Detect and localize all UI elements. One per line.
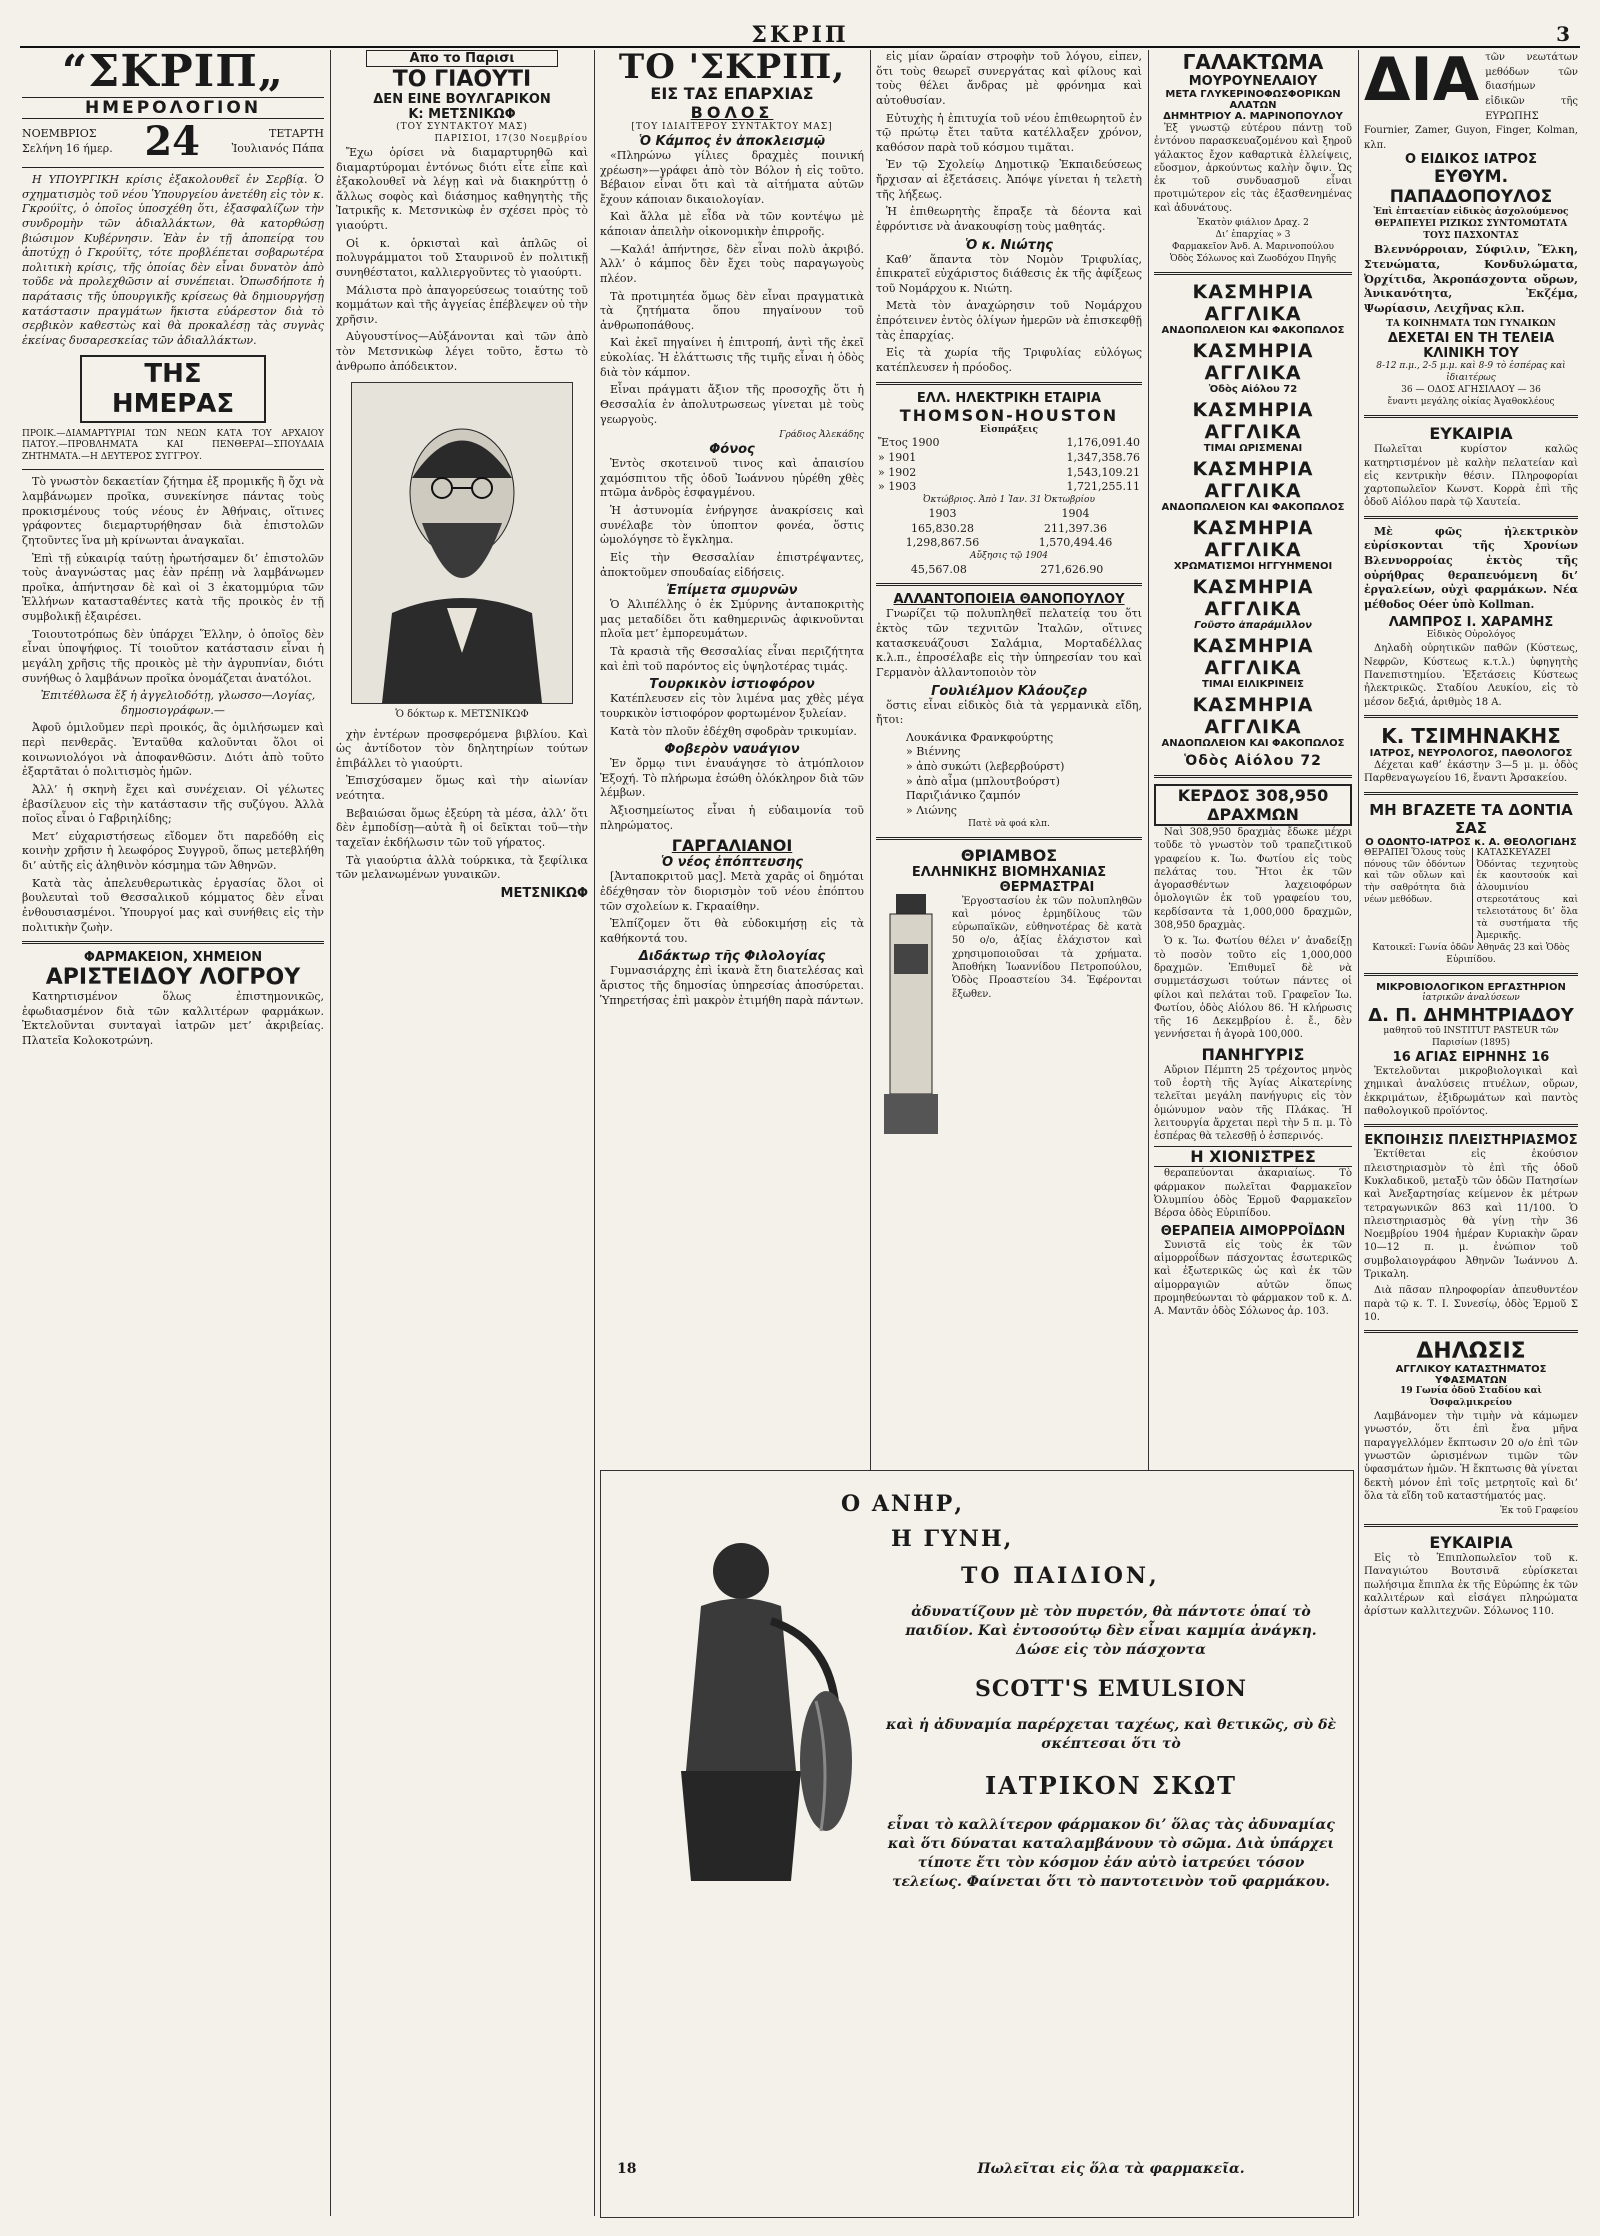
article-title-line2: ΔΕΝ ΕΙΝΕ ΒΟΥΛΓΑΡΙΚΟΝ <box>373 92 551 107</box>
article-paragraph: Μετὰ τὸν ἀναχώρησιν τοῦ Νομάρχου ἐπρότεινεν ἐντὸς ὀλίγων ἡμερῶν νὰ ἐπισκεφθῇ τὰς ἐπαρχίας. <box>876 299 1142 342</box>
doctor-ad-hours-title: ΔΕΧΕΤΑΙ ΕΝ ΤΗ ΤΕΛΕΙΑ ΚΛΙΝΙΚΗ ΤΟΥ <box>1387 331 1555 362</box>
doctor-ad-address2: ἔναντι μεγάλης οἰκίας Ἀγαθοκλέους <box>1387 397 1555 408</box>
neurologist-text: Δέχεται καθ’ ἑκάστην 3—5 μ. μ. ὁδὸς Παρθεναγωγείου 16, ἔναντι Ἀρσακείου. <box>1364 759 1578 785</box>
article-paragraph: Εὐτυχὴς ἡ ἐπιτυχία τοῦ νέου ἐπιθεωρητοῦ ἐν τῷ πρώτῳ ἔτει ταῦτα κατέλλαξεν χρόνον, καθόσον παρὰ τοῦ κόσμου τιμᾶται. <box>876 111 1142 154</box>
lab-ad-title: ΜΙΚΡΟΒΙΟΛΟΓΙΚΟΝ ΕΡΓΑΣΤΗΡΙΟΝ <box>1376 982 1566 994</box>
portrait-engraving <box>351 382 573 704</box>
doctor-ad-intro: τῶν νεωτάτων μεθόδων τῶν διασήμων εἰδικῶν τῆς ΕΥΡΩΠΗΣ Fournier, Zamer, Guyon, Finger, Kolman, κλπ. <box>1364 52 1578 151</box>
table-cell: 211,397.36 <box>1044 521 1107 535</box>
opportunity-title: ΕΥΚΑΙΡΙΑ <box>1429 424 1513 444</box>
article-paragraph: Ἡ ἐπιθεωρητὴς ἔπραξε τὰ δέοντα καὶ ἐφρόντισε νὰ ἀνακουφίσῃ τοὺς μαθητάς. <box>876 205 1142 233</box>
ad-body: ἀδυνατίζουν μὲ τὸν πυρετόν, θὰ πάντοτε ὁπαί τὸ παιδίον. Καὶ ἐντοσούτῳ δὲν εἶναι καμμία ἀνάγκη. Δώσε εἰς τὸν πάσχοντα <box>905 1604 1317 1658</box>
table-cell: » 1901 <box>878 451 917 465</box>
profit-ad-text: Ὁ κ. Ἰω. Φωτίου θέλει ν’ ἀναδείξῃ τὸ ποσὸν τοῦτο εἰς 1,000,000 δραχμῶν. Ἐπιθυμεῖ δὲ νὰ συμμετάσχωσι τούτων πάντες οἱ φίλοι καὶ πελάται τοῦ. Γραφεῖον Ἰω. Φωτίου, ὁδὸς Αἰόλου 86. Ἡ κλήρωσις τῆς 16 Δεκεμβρίου ἐ. ἔ., δὲν γεννήσεται ἡ ἀγορὰ 100,000. <box>1154 936 1352 1041</box>
doctor-ad-name: ΕΥΘΥΜ. ΠΑΠΑΔΟΠΟΥΛΟΣ <box>1389 167 1553 208</box>
article-paragraph: Ἐν ὄρμῳ τινι ἐναυάγησε τὸ ἀτμόπλοιον Ἐξοχή. Τὸ πλήρωμα ἐσώθη ὀλόκληρον διὰ τῶν λέμβων. <box>600 757 864 800</box>
section-title-line2: ΕΙΣ ΤΑΣ ΕΠΑΡΧΙΑΣ <box>650 84 814 103</box>
article-paragraph: Ἐλπίζομεν ὅτι θὰ εὐδοκιμήσῃ εἰς τὰ καθήκοντά του. <box>600 917 864 945</box>
dentist-ad-left: ΘΕΡΑΠΕΙ Ὅλους τοὺς πόνους τῶν ὀδόντων καὶ τῶν οὔλων καὶ τὴν σαθρότητα διὰ νέων μεθόδων. <box>1364 847 1466 906</box>
cashmere-sub: ΑΝΔΟΠΩΛΕΙΟΝ ΚΑΙ ΦΑΚΟΠΩΛΟΣ <box>1161 324 1345 336</box>
column-1 <box>22 50 324 2216</box>
cashmere-sub: Ὁδὸς Αἰόλου 72 <box>1208 383 1298 395</box>
hemorrhoids-text: Συνιστᾶ εἰς τοὺς ἐκ τῶν αἱμορροΐδων πάσχοντας ἐσωτερικῶς καὶ ἐξωτερικῶς ὡς καὶ ἐκ τῶν αἱμορραγιῶν αὐτῶν ὅπως προμηθεύωνται τὸ φάρμακον τοῦ κ. Δ. Α. Μαντᾶν ὁδὸς Σόλωνος ἀρ. 103. <box>1154 1239 1352 1318</box>
cashmere-title: ΚΑΣΜΗΡΙΑ ΑΓΓΛΙΚΑ <box>1192 398 1314 443</box>
doctor-ad-text: Ἐπὶ ἐπταετίαν εἰδικὸς ἀσχολούμενος ΘΕΡΑΠΕΥΕΙ ΡΙΖΙΚΩΣ ΣΥΝΤΟΜΩΤΑΤΑ ΤΟΥΣ ΠΑΣΧΟΝΤΑΣ <box>1373 207 1569 242</box>
town-heading: ΒΟΛΟΣ <box>690 103 774 122</box>
doctor-ad-list: Βλεννόρροιαν, Σύφιλιν, Ἕλκη, Στενώματα, Κονδυλώματα, Ὀρχίτιδα, Ἀκροπάσχοντα οὔρων, Ἀνικανότητα, Ἐκζέμα, Ψωρίασιν, Λειχῆνας κλπ. <box>1364 243 1578 315</box>
date-weekday: ΤΕΤΑΡΤΗ <box>269 127 324 141</box>
article-paragraph: Ἔχω ὁρίσει νὰ διαμαρτυρηθῶ καὶ διαμαρτύρομαι ἐντόνως διότι εἶτε εἶπε καὶ ἐξακολουθεῖ νὰ λέγῃ καὶ νὰ διακηρύττῃ ὁ ἄλλως σοφὸς καὶ διάσημος καθηγητὴς τῆς Ἰατρικῆς κ. Μετσνικὼφ ἐν σχέσει πρὸς τὸ γιαούρτι. <box>336 145 588 233</box>
hemorrhoids-title: ΘΕΡΑΠΕΙΑ ΑΙΜΟΡΡΟΪΔΩΝ <box>1160 1223 1346 1239</box>
article-dateline: ΠΑΡΙΣΙΟΙ, 17(30 Νοεμβρίου <box>434 133 588 144</box>
article-kicker: Απο το Παρισι <box>366 50 558 67</box>
article-paragraph: Καὶ ἐκεῖ πηγαίνει ἡ ἐπιτροπή, ἀντὶ τῆς ἐκεῖ εὐκολίας. Ἡ ἐλάττωσις τῆς τιμῆς εἶναι ἡ ὁδὸς διὰ τὸν κάμπον. <box>600 336 864 379</box>
lab-ad-sub: ἰατρικῶν ἀναλύσεων <box>1422 993 1520 1004</box>
opportunity2-title: ΕΥΚΑΙΡΙΑ <box>1429 1533 1513 1553</box>
sausage-list <box>876 731 1142 819</box>
table-cell: 1,570,494.46 <box>1038 536 1113 550</box>
dentist-ad-right: ΚΑΤΑΣΚΕΥΑΖΕΙ Ὀδόντας τεχνητοὺς ἐκ καουτσούκ καὶ ἀλουμινίου στερεοτάτους καὶ τελειοτάτους δι’ ὅλα τὰ συστήματα τῆς Ἀμερικῆς. <box>1472 848 1579 944</box>
subheading: Φόνος <box>709 442 755 458</box>
column-6 <box>1364 50 1578 2216</box>
table-cell: 1,543,109.21 <box>1066 465 1140 479</box>
electric-ad-title: ΕΛΛ. ΗΛΕΚΤΡΙΚΗ ΕΤΑΙΡΙΑ <box>916 390 1102 406</box>
article-signature: Γράδιος Ἀλεκάδης <box>779 430 864 441</box>
article-paragraph: Κατέπλευσεν εἰς τὸν λιμένα μας χθὲς μέγα τουρκικὸν ἰστιοφόρον φορτωμένον ξυλείαν. <box>600 692 864 720</box>
subheading: Διδάκτωρ τῆς Φιλολογίας <box>638 949 826 965</box>
calendar-heading: ΗΜΕΡΟΛΟΓΙΟΝ <box>22 97 324 119</box>
cashmere-title: ΚΑΣΜΗΡΙΑ ΑΓΓΛΙΚΑ <box>1192 634 1314 679</box>
cashmere-title: ΚΑΣΜΗΡΙΑ ΑΓΓΛΙΚΑ <box>1192 575 1314 620</box>
table-header: 1904 <box>1061 506 1090 520</box>
article-paragraph: Τὰ προτιμητέα ὅμως δὲν εἶναι πραγματικὰ τὰ ζητήματα ὅπου πηγαίνουν τοῦ ἀνθρωποπάθους. <box>600 289 864 332</box>
table-note: Ὀκτώβριος. Ἀπὸ 1 Ἰαν. 31 Ὀκτωβρίου <box>923 494 1095 505</box>
table-row <box>876 451 1142 466</box>
article-paragraph: Οἱ κ. ὁρκισταὶ καὶ ἁπλῶς οἱ πολυγράμματοι τοῦ Σταυρινοῦ ἐν πολιτικῇ συνηθέστατοι, καλλιεργοῦντες τὸ γιαούρτι. <box>336 236 588 279</box>
ad-heading-woman: Η ΓΥΝΗ, <box>891 1526 1014 1552</box>
notice-text: Λαμβάνομεν τὴν τιμὴν νὰ κάμωμεν γνωστόν, ὅτι ἐπὶ ἔνα μῆνα παραγγελλόμεν ἔκπτωσιν 20 ο/ο ἐπὶ τῶν γνωστῶν ὡρισμένων τιμῶν τῶν ὑφασμάτων ἡμῶν. Ἡ ἔκπτωσις θὰ γίνεται δεκτὴ μόνον ἐπὶ τοῖς μετρητοῖς καὶ δι’ ὅλα τὰ εἴδη τοῦ καταστήματός μας. <box>1364 1411 1578 1502</box>
doctor-ad-women: ΤΑ ΚΟΙΝΗΜΑΤΑ ΤΩΝ ΓΥΝΑΙΚΩΝ <box>1386 319 1556 330</box>
cashmere-title: ΚΑΣΜΗΡΙΑ ΑΓΓΛΙΚΑ <box>1192 280 1314 325</box>
article-byline: (ΤΟΥ ΣΥΝΤΑΚΤΟΥ ΜΑΣ) <box>396 122 528 132</box>
cashmere-title: ΚΑΣΜΗΡΙΑ ΑΓΓΛΙΚΑ <box>1192 516 1314 561</box>
cashmere-sub: ΧΡΩΜΑΤΙΣΜΟΙ ΗΓΓΥΗΜΕΝΟΙ <box>1173 560 1333 572</box>
dentist-ad-sub: Ο ΟΔΟΝΤΟ-ΙΑΤΡΟΣ κ. Α. ΘΕΟΛΟΓΙΔΗΣ <box>1365 836 1577 848</box>
article-paragraph: Εἰς τὴν Θεσσαλίαν ἐπιστρέψαντες, ἀποκτοῦμεν σπουδαίας εἰδήσεις. <box>600 550 864 579</box>
lab-ad-name: Δ. Π. ΔΗΜΗΤΡΙΑΔΟΥ <box>1368 1005 1574 1027</box>
opportunity-text: Πωλεῖται κυρίστον καλῶς κατηρτισμένον μὲ καλὴν πελατείαν καὶ εἰς κεντρικὴν θέσιν. Πληροφορίαι χαρτοπωλεῖον Κωνστ. Κορρὰ ἐπὶ τῆς ὁδοῦ Αἰόλου παρὰ τῷ Χαυτεία. <box>1364 444 1578 509</box>
section-title: ΤΟ 'ΣΚΡΙΠ, <box>618 50 846 87</box>
table-cell: » 1903 <box>878 480 917 494</box>
urologist-name: ΛΑΜΠΡΟΣ Ι. ΧΑΡΑΜΗΣ <box>1388 615 1554 631</box>
list-item: Λουκάνικα Φρανκφούρτης <box>906 730 1054 744</box>
sausage-ad-name: Γουλιέλμον Κλάουζερ <box>931 683 1087 699</box>
table-header-row <box>876 507 1142 522</box>
column-2 <box>336 50 588 2216</box>
column-rule <box>1358 50 1359 2216</box>
subheading: Τουρκικὸν ἰστιοφόρον <box>649 677 815 693</box>
revenue-table <box>876 436 1142 495</box>
table-row <box>876 563 1142 578</box>
cashmere-sub: ΤΙΜΑΙ ΕΙΛΙΚΡΙΝΕΙΣ <box>1202 678 1304 690</box>
cashmere-sub: ΤΙΜΑΙ ΩΡΙΣΜΕΝΑΙ <box>1203 442 1303 454</box>
cashmere-ad <box>1154 281 1352 769</box>
notice-footer: Ἐκ τοῦ Γραφείου <box>1500 1506 1578 1517</box>
subheading: Ὁ κ. Νιώτης <box>965 237 1053 253</box>
subheading: Ὁ Κάμπος ἐν ἀποκλεισμῷ <box>638 133 826 149</box>
page-number: 3 <box>1556 22 1570 46</box>
article-paragraph: Ἀξιοσημείωτος εἶναι ἡ εὐδαιμονία τοῦ πληρώματος. <box>600 804 864 832</box>
cod-oil-price: Ἑκατὸν φιάλιον Δραχ. 2 <box>1197 218 1309 229</box>
dateline <box>22 118 324 165</box>
article-paragraph: Ἐν τῷ Σχολείῳ Δημοτικῷ Ἐκπαιδεύσεως ἤρχισαν αἱ ἐξετάσεις. Ἀπόψε γίνεται ἡ τελετὴ τῆς λήξεως. <box>876 158 1142 201</box>
dentist-ad-title: ΜΗ ΒΓΑΖΕΤΕ ΤΑ ΔΟΝΤΙΑ ΣΑΣ <box>1369 800 1573 837</box>
table-note: Αὔξησις τῷ 1904 <box>970 550 1048 561</box>
column-4 <box>876 50 1142 1466</box>
date-day: 24 <box>144 118 200 165</box>
opportunity2-text: Εἰς τὸ Ἐπιπλοπωλεῖον τοῦ κ. Παναγιώτου Βουτσινᾶ εὑρίσκεται πωλήσιμα ἔπιπλα ἐκ τῆς Εὐρώπης ἐκ τῶν καλλιτέρων καὶ εἰσάγει πληρώματα ἀρίστων καλλιτεχνῶν. Σόλωνος 110. <box>1364 1553 1578 1618</box>
list-item: » ἀπὸ αἷμα (μπλουτβούρστ) <box>906 774 1060 788</box>
auction-text2: Διὰ πᾶσαν πληροφορίαν ἀπευθυντέον παρὰ τῷ κ. Τ. Ι. Συνεσίῳ, ὁδὸς Ἑρμοῦ Σ 10. <box>1364 1285 1578 1323</box>
cashmere-title: ΚΑΣΜΗΡΙΑ ΑΓΓΛΙΚΑ <box>1192 693 1314 738</box>
ad-body: εἶναι τὸ καλλίτερον φάρμακον δι’ ὅλας τὰς ἀδυναμίας καὶ ὅτι δύναται καταλαμβάνουν τὸ σῶμα. Διὰ ὑπάρχει τίποτε ἔτι τὸν κόσμον ἐάν αὐτὸ ἰατρεύει τόσον τελείως. Φαίνεται ὅτι τὸ παντοτεινὸν τοῦ φαρμάκου. <box>887 1817 1335 1890</box>
cod-oil-ad-title: ΓΑΛΑΚΤΩΜΑ <box>1182 50 1324 74</box>
article-paragraph: —Καλά! ἀπήντησε, δὲν εἶναι πολὺ ἀκριβό. Ἀλλ’ ὁ κάμπος δὲν ἔχει τοὺς παραγωγοὺς πλέον. <box>600 242 864 285</box>
cashmere-sub: ΑΝΔΟΠΩΛΕΙΟΝ ΚΑΙ ΦΑΚΟΠΩΛΟΣ <box>1161 737 1345 749</box>
article-paragraph: Ἐπισχύσαμεν ὅμως καὶ τὴν αἰωνίαν νεότητα. <box>336 774 588 803</box>
article-paragraph: Κατὰ τὰς ἀπελευθερωτικὰς ἐργασίας ὅλοι οἱ βουλευταὶ τοῦ Θεσσαλικοῦ κόμματος δὲν εἶναι ἐνθουσιασμένοι. Ὑπουργοί μας καὶ συνήθεις εἰς τὴν πολιτικὴν ζωὴν. <box>22 876 324 934</box>
chilblains-text: θεραπεύονται ἀκαριαίως. Τὸ φάρμακον πωλεῖται Φαρμακεῖον Ὀλυμπίου ὁδὸς Ἑρμοῦ Φαρμακεῖον Βέρσα ὁδὸς Εὐριπίδου. <box>1154 1168 1352 1220</box>
cod-oil-ad-maker: ΔΗΜΗΤΡΙΟΥ Α. ΜΑΡΙΝΟΠΟΥΛΟΥ <box>1163 111 1343 122</box>
table-row <box>876 522 1142 537</box>
article-paragraph: [Ἀνταποκριτοῦ μας]. Μετὰ χαρᾶς οἱ δημόται ἐδέχθησαν τὸν διορισμὸν τοῦ νέου ἐπόπτου τῶν σχολείων κ. Γκρααίθην. <box>600 870 864 913</box>
urologist-text: Δηλαδὴ οὐρητικῶν παθῶν (Κύστεως, Νεφρῶν, Κύστεως κ.τ.λ.) ὑφηγητὴς Πανεπιστημίου. Ἐξετάσεις Κύστεως ἠλεκτρικῶς. Σταδίου Λευκίου, εἰς τὸ μέσον δεξιά, ἀριθμὸς 18 Α. <box>1364 643 1578 708</box>
stove-ad-product: ΘΕΡΜΑΣΤΡΑΙ <box>999 879 1095 895</box>
doctor-ad-heading: Ο ΕΙΔΙΚΟΣ ΙΑΤΡΟΣ <box>1405 152 1537 168</box>
article-paragraph: Βεβαιώσαι ὅμως ἐξεύρη τὰ μέσα, ἀλλ’ ὅτι δὲν ἐμποδίσῃ—αὐτὰ ἢ οἱ δεῖκται τοῦ—τὴν ταχεῖαν ἐκδήλωσιν τῶν τοῦ γήρατος. <box>336 806 588 849</box>
article-paragraph: Μετ’ εὐχαριστήσεως εἴδομεν ὅτι παρεδόθη εἰς κοινὴν χρῆσιν ἡ λεωφόρος Συγγροῦ, ὅπως μετεβλήθη δι’ αὐτῆς εἰς ἀληθινὸν κόσμημα τῶν Ἀθηνῶν. <box>22 829 324 873</box>
ad-heading-child: ΤΟ ΠΑΙΔΙΟΝ, <box>961 1563 1160 1589</box>
article-paragraph: Γυμνασιάρχης ἐπὶ ἱκανὰ ἔτη διατελέσας καὶ ἄριστος τῆς δημοσίας ὑπηρεσίας ἀποσύρεται. Ὑπηρετήσας ἐπὶ μακρὸν ἐτιμήθη παρὰ πάντων. <box>600 964 864 1007</box>
lab-ad-address: 16 ΑΓΙΑΣ ΕΙΡΗΝΗΣ 16 <box>1392 1050 1550 1066</box>
lead-article: Η ΥΠΟΥΡΓΙΚΗ κρίσις ἐξακολουθεῖ ἐν Σερβίᾳ. Ὁ σχηματισμὸς τοῦ νέου Ὑπουργείου ἀνετέθη εἰς τὸν κ. Γκρούϊτς, ὁ ὁποῖος ὑποσχέθη ὅτι, ἐξασφαλίζων τὴν συνδρομὴν τῶν ἀδιαλλάκτων, θὰ κατορθώσῃ βιώσιμον Κυβέρνησιν. Ἐὰν ἐν τῇ ἀποπείρᾳ του ἀποτύχῃ ὁ Γκρούϊτς, τότε προβλέπεται σοβαρωτέρα πολιτικὴ κρίσις, τῆς ὁποίας δὲν εἶναι δυνατὸν ἀπὸ τοῦδε νὰ προλεχθῶσιν αἱ συνέπειαι. Ὁπωσδήποτε ἡ παράτασις τῆς ὑπουργικῆς κρίσεως θὰ δημιουργήσῃ κατάστασιν πραγμάτων ἥκιστα εὐάρεστον διὰ τὸ σερβικὸν καθεστὼς καὶ θὰ προκαλέσῃ τὰς συγνὰς ἐκείνας δυσαρεσκείας τῶν ἀδιαλλάκτων. <box>22 173 324 347</box>
article-paragraph: Αὐγουστίνος—Αὐξάνονται καὶ τῶν ἀπὸ τὸν Μετσνικὼφ λέγει τοῦτο, ἔστω τὸ ἀνθρωπο ἀπόδεικτον. <box>336 330 588 373</box>
electric-ad-heading: Εἰσπράξεις <box>980 424 1038 435</box>
profit-ad-text: Ναὶ 308,950 δραχμὰς ἔδωκε μέχρι τοῦδε τὸ γνωστὸν τοῦ τραπεζιτικοῦ γραφείου κ. Ἰω. Φωτίου εἰς τοὺς πελάτας του. Ἤτοι ἐκ τῶν ἀγορασθέντων λαχειοφόρων ὁμολογιῶν ἐκ τοῦ γραφείου του, κερδίσαντα τὰ 1,000,000 δραχμῶν, 308,950 δραχμὰς. <box>1154 826 1352 932</box>
column-5 <box>1154 50 1352 1466</box>
portrait-icon <box>352 383 572 703</box>
column-rule <box>330 50 331 2216</box>
electric-ad-company: THOMSON-HOUSTON <box>899 405 1119 425</box>
table-cell: 45,567.08 <box>910 562 967 576</box>
subheading: Ἐπίμετα σμυρνῶν <box>666 583 798 599</box>
dentist-ad-columns <box>1364 848 1578 944</box>
section-summary: ΠΡΟΙΚ.—ΔΙΑΜΑΡΤΥΡΙΑΙ ΤΩΝ ΝΕΩΝ ΚΑΤΑ ΤΟΥ ΑΡΧΑΙΟΥ ΠΑΤΟΥ.—ΠΡΟΒΛΗΜΑΤΑ ΚΑΙ ΠΕΝΘΕΡΑΙ—ΣΠΟΥΔΑΙΑ ΖΗΤΗΜΑΤΑ.—Η ΔΕΥΤΕΡΟΣ ΣΥΓΓΡΟΥ. <box>22 428 324 463</box>
article-title-line3: Κ: ΜΕΤΣΝΙΚΩΦ <box>408 107 516 122</box>
stove-ad-text: Ἐργοστασίου ἐκ τῶν πολυπληθῶν καὶ μόνος ἑρμηδίλους τῶν εὐρωπαϊκῶν, εὐθηνοτέρας δὲ κατὰ 50 ο/ο, ἀξίας ἐλάχιστον καὶ χρησιμοποιοῦσαι τὰ χρήματα. Ἀποθήκη Ἰωαννίδου Πετροπούλου, Ὁδὸς Προαστείου 34. Ἐφέρονται ἔξωθεν. <box>952 895 1142 1000</box>
table-cell: 1,347,358.76 <box>1066 451 1140 465</box>
auction-text: Ἐκτίθεται εἰς ἐκούσιον πλειστηριασμὸν τὸ ἐπὶ τῆς ὁδοῦ Κυκλαδικοῦ, μεταξὺ τῶν ὁδῶν Πατησίων καὶ Ἀνεξαρτησίας κείμενον ἐκ μέτρων τετραγωνικῶν 863 καὶ 11/100. Ὁ πλειστηριασμὸς θὰ γίνῃ τὴν 36 Νοεμβρίου 1904 ἡμέραν Κυριακὴν ὥραν 10—12 π. μ. ἐνώπιον τοῦ συμβολαιογράφου Ἀθηνῶν Ἰωάννου Δ. Τρικαλη. <box>1364 1149 1578 1280</box>
notice-sub: ΑΓΓΛΙΚΟΥ ΚΑΤΑΣΤΗΜΑΤΟΣ ΥΦΑΣΜΑΤΩΝ <box>1395 1364 1547 1387</box>
portrait-caption: Ὁ δόκτωρ κ. ΜΕΤΣΝΙΚΩΦ <box>395 709 529 721</box>
article-title: ΤΟ ΓΙΑΟΥΤΙ <box>392 67 532 92</box>
sausage-ad-footer: Πατὲ νὰ φοά κλπ. <box>968 818 1050 829</box>
list-item: Παριζιάνικο ζαμπόν <box>906 789 1021 803</box>
town-heading: ΓΑΡΓΑΛΙΑΝΟΙ <box>671 836 793 856</box>
cod-oil-ad-title2: ΜΟΥΡΟΥΝΕΛΑΙΟΥ <box>1188 74 1318 89</box>
section-box-title: ΤΗΣ ΗΜΕΡΑΣ <box>80 355 265 423</box>
article-signature: ΜΕΤΣΝΙΚΩΦ <box>500 885 588 901</box>
cashmere-title: ΚΑΣΜΗΡΙΑ ΑΓΓΛΙΚΑ <box>1192 457 1314 502</box>
sausage-ad-title: ΑΛΛΑΝΤΟΠΟΙΕΙΑ ΘΑΝΟΠΟΥΛΟΥ <box>893 592 1125 608</box>
growth-table <box>876 563 1142 578</box>
ad-heading-man: Ο ΑΝΗΡ, <box>841 1491 964 1517</box>
section-byline: [ΤΟΥ ΙΔΙΑΙΤΕΡΟΥ ΣΥΝΤΑΚΤΟΥ ΜΑΣ] <box>631 122 833 132</box>
stove-ad-title: ΘΡΙΑΜΒΟΣ <box>960 845 1058 865</box>
sausage-ad-text: ὅστις εἶναι εἰδικὸς διὰ τὰ γερμανικὰ εἴδη, ἤτοι: <box>876 698 1142 727</box>
article-paragraph: Εἶναι πράγματι ἄξιον τῆς προσοχῆς ὅτι ἡ Θεσσαλία ἐν ἀπολυτρωσεως γίνεται μὲ τοὺς γεωργοὺς. <box>600 383 864 426</box>
article-paragraph: «Πληρώνω γίλιες δραχμὲς ποινική χρέωση»—γράφει ἀπὸ τὸν Βόλον ἡ εἰς τοῦτο. Βέβαιον εἶναι ὅτι καὶ τὰ αἰτήματα αὐτῶν ἔχουν κάποιαν δικαιολογίαν. <box>600 148 864 206</box>
article-paragraph: Τοιουτοτρόπως δὲν ὑπάρχει Ἕλλην, ὁ ὁποῖος δὲν εἶναι ὑποψήφιος. Τί τοιοῦτον κατάστασιν εἶναι ἡ μεγάλη χρῆσις τῆς προικὸς μὲ τὴν ἀγρυπνίαν, διότι συνήθως ὁ λαμβάνων προῖκα ὀνομάζεται ἀνατόλοι. <box>22 627 324 685</box>
ad-brand: SCOTT'S EMULSION <box>974 1676 1248 1702</box>
article-paragraph: Ὁ Ἀλιπέλλης ὁ ἐκ Σμύρνης ἀνταποκριτὴς μας μεταδίδει ὅτι καθημερινῶς ἀφικνοῦνται πλοῖα μετ’ ἐμπορευμάτων. <box>600 598 864 641</box>
article-paragraph: Εἰς τὰ χωρία τῆς Τριφυλίας εὐλόγως κατέπλευσεν ἡ πρόοδος. <box>876 346 1142 374</box>
subheading: Ὁ νέος ἐπόπτευσης <box>660 855 804 871</box>
article-paragraph: Τὰ γιαούρτια ἀλλὰ τούρκικα, τὰ ξεφίλικα τῶν μελανωμένων γυναικῶν. <box>336 853 588 882</box>
doctor-ad-address: 36 — ΟΔΟΣ ΑΓΗΣΙΛΑΟΥ — 36 <box>1401 385 1541 396</box>
fisherman-icon <box>621 1511 861 1891</box>
notice-address: 19 Γωνία ὁδοῦ Σταδίου καὶ Ὀσφαλμικρείου <box>1400 1386 1542 1409</box>
cashmere-sub: ΑΝΔΟΠΩΛΕΙΟΝ ΚΑΙ ΦΑΚΟΠΩΛΟΣ <box>1161 501 1345 513</box>
list-item: » ἀπὸ συκώτι (λεβερβούρστ) <box>906 760 1065 774</box>
date-month: ΝΟΕΜΒΡΙΟΣ <box>22 127 97 141</box>
neurologist-specialty: ΙΑΤΡΟΣ, ΝΕΥΡΟΛΟΓΟΣ, ΠΑΘΟΛΟΓΟΣ <box>1369 747 1573 759</box>
table-cell: 1,176,091.40 <box>1066 436 1140 450</box>
ad-brand-greek: ΙΑΤΡΙΚΟΝ ΣΚΩΤ <box>984 1771 1238 1800</box>
pharmacy-ad-name: ΑΡΙΣΤΕΙΔΟΥ ΛΟΓΡΟΥ <box>45 965 301 991</box>
cashmere-address: Ὁδὸς Αἰόλου 72 <box>1184 752 1322 769</box>
table-cell: 165,830.28 <box>911 521 974 535</box>
table-cell: 271,626.90 <box>1040 562 1104 576</box>
list-item: » Λιώνης <box>906 803 957 817</box>
pharmacy-ad-text: Κατηρτισμένον ὅλως ἐπιστημονικῶς, ἐφωδιασμένον διὰ τῶν καλλιτέρων φαρμάκων. Ἐκτελοῦνται συνταγαὶ ἰατρῶν μετ’ ἀκριβείας. Πλατεῖα Κολοκοτρώνη. <box>22 990 324 1048</box>
list-item: » Βιέννης <box>906 745 961 759</box>
urologist-ad-text: Μὲ φῶς ἠλεκτρικὸν εὑρίσκονται τῆς Χρονίων Βλεννορροίας ἐκτὸς τῆς οὐρήθρας θεραπευόμενη δι’ ἐργαλείων, οὐχὶ φαρμάκων. Νέα μέθοδος Oéer ὑπὸ Kollman. <box>1364 524 1578 611</box>
dentist-ad-address: Κατοικεῖ: Γωνία ὁδῶν Ἀθηνᾶς 23 καὶ Ὁδὸς Εὐριπίδου. <box>1372 943 1570 966</box>
ad-body: καὶ ἡ ἀδυναμία παρέρχεται ταχέως, καὶ θετικῶς, σὺ δὲ σκέπτεσαι ὅτι τὸ <box>886 1717 1336 1752</box>
chilblains-title: Η ΧΙΟΝΙΣΤΡΕΣ <box>1154 1146 1352 1167</box>
date-saint: Ἰουλιανός Πάπα <box>231 142 324 155</box>
article-paragraph: Ἐπὶ τῇ εὐκαιρίᾳ ταύτῃ ἠρωτήσαμεν δι’ ἐπιστολῶν τοὺς ἀναγνώστας μας ἐὰν πρέπῃ νὰ λαμβάνωμεν προῖκα, ἀπήντησαν δὲ καὶ οἱ 3 ἐκατομμύρια τῶν Ἑλλήνων κατασταθέντες κατὰ τῆς προικὸς ἐν τῇ συμβολικῇ ἐξαιρέσει. <box>22 551 324 624</box>
article-paragraph: εἰς μίαν ὥραίαν στροφὴν τοῦ λόγου, εἶπεν, ὅτι τοὺς θεωρεῖ συνεργάτας καὶ φίλους καὶ τοὺς θέλει ἄνδρας μὲ φρόνημα καὶ αὐτοθυσίαν. <box>876 50 1142 107</box>
masthead <box>20 22 1580 48</box>
auction-title: ΕΚΠΟΙΗΣΙΣ ΠΛΕΙΣΤΗΡΙΑΣΜΟΣ <box>1364 1133 1578 1149</box>
article-paragraph: Κατὰ τὸν πλοῦν ἐδέχθη σφοδρὰν τρικυμίαν. <box>610 724 857 738</box>
masthead-title: ΣΚΡΙΠ <box>751 22 849 48</box>
article-paragraph: Ἀλλ’ ἡ σκηνὴ ἔχει καὶ συνέχειαν. Οἱ γέλωτες ἐβασίλευον εἰς τὴν κατάστασιν τῆς συζύγου. Ἀλλὰ ποῖος εἶναι ὁ Γαβριηλίδης; <box>22 782 324 826</box>
doctor-ad-hours: 8-12 π.μ., 2-5 μ.μ. καὶ 8-9 τὸ ἑσπέρας καὶ ἰδιαιτέρως <box>1376 361 1566 384</box>
stove-icon <box>876 884 946 1144</box>
article-paragraph: Ἡ ἀστυνομία ἐνήργησε ἀνακρίσεις καὶ συνέλαβε τὸν ὑποπτον φονέα, ὅστις ὡμολόγησε τὸ ἔγκλημα. <box>600 504 864 547</box>
table-row <box>876 466 1142 481</box>
scotts-emulsion-ad <box>600 1470 1354 2218</box>
table-cell: » 1902 <box>878 465 917 479</box>
lab-ad-text: μαθητοῦ τοῦ INSTITUT PASTEUR τῶν Παρισίων (1895) <box>1383 1026 1559 1049</box>
table-header: 1903 <box>928 506 957 520</box>
subheading: Φοβερὸν ναυάγιον <box>664 742 800 758</box>
ad-footer: Πωλεῖται εἰς ὅλα τὰ φαρμακεῖα. <box>977 2161 1245 2177</box>
article-paragraph: Ἐπιτέθλωσα ἕξ ἡ ἀγγελιοδότῃ, γλωσσο—Λογίας, δημοσιογράφων.— <box>40 689 316 717</box>
profit-ad-title: ΚΕΡΔΟΣ 308,950 ΔΡΑΧΜΩΝ <box>1154 784 1352 826</box>
neurologist-name: Κ. ΤΣΙΜΗΝΑΚΗΣ <box>1381 723 1561 748</box>
stove-ad-subtitle: ΕΛΛΗΝΙΚΗΣ ΒΙΟΜΗΧΑΝΙΑΣ <box>911 864 1107 880</box>
pharmacy-ad-title: ΦΑΡΜΑΚΕΙΟΝ, ΧΗΜΕΙΟΝ <box>83 950 263 966</box>
article-paragraph: Καὶ ἄλλα μὲ εἶδα νὰ τῶν κοντέψω μὲ κάποιαν ἀπειλὴν οἰκονομικὴν ἐπιρροῆς. <box>600 210 864 239</box>
notice-title: ΔΗΛΩΣΙΣ <box>1416 1339 1526 1365</box>
doctor-ad-dia: ΔΙΑ <box>1364 50 1480 115</box>
festival-text: Αὔριον Πέμπτη 25 τρέχοντος μηνὸς τοῦ ἐορτὴ τῆς Ἁγίας Αἰκατερίνης τελεῖται μεγάλη πανήγυρις εἰς τὸν ὁμώνυμον ναὸν τῆς Πλάκας. Ἡ λειτουργία ἄρχεται περὶ τὴν 5 π. μ. Τὸ ἐσπέρας θὰ τελεσθῇ ὁ ἑσπερινός. <box>1154 1064 1352 1143</box>
article-paragraph: Ἐντὸς σκοτεινοῦ τινος καὶ ἀπαισίου χαμόσπιτου τῆς ὁδοῦ Ἰωάννου ηὑρέθη χθὲς πτῶμα ἀνδρὸς ἐσφαγμένου. <box>600 457 864 500</box>
cod-oil-ad-sub: ΜΕΤΑ ΓΛΥΚΕΡΙΝΟΦΩΣΦΟΡΙΚΩΝ ΑΛΑΤΩΝ <box>1165 89 1341 111</box>
sausage-ad-text: Γνωρίζει τῷ πολυπληθεῖ πελατείᾳ του ὅτι ἐκτὸς τῶν τεχνιτῶν Ἰταλῶν, οἵτινες κατασκευάζουσι Σαλάμια, Μορταδέλλας κ.λ.π., ἐπροσέλαβε εἰς τὴν ὑπηρεσίαν του καὶ Γερμανὸν ἀλλαντοποιὸν τὸν <box>876 607 1142 679</box>
article-paragraph: Μάλιστα πρὸ ἀπαγορεύσεως τοιαύτης τοῦ κομμάτων καὶ τῆς ἀγγείας ἐπέβλεψεν οὐ τὴν χρῆσιν. <box>336 283 588 326</box>
lab-ad-text2: Ἐκτελοῦνται μικροβιολογικαὶ καὶ χημικαὶ ἀναλύσεις πτυέλων, οὔρων, ἐκκριμάτων, ἐξιδρωμάτων καὶ παντὸς παθολογικοῦ προϊόντος. <box>1364 1066 1578 1118</box>
table-row <box>876 536 1142 551</box>
table-row <box>876 480 1142 495</box>
cod-oil-addr: Ὁδὸς Σόλωνος καὶ Ζωοδόχου Πηγῆς <box>1169 253 1337 264</box>
festival-title: ΠΑΝΗΓΥΡΙΣ <box>1201 1044 1305 1064</box>
cashmere-title: ΚΑΣΜΗΡΙΑ ΑΓΓΛΙΚΑ <box>1192 339 1314 384</box>
cashmere-sub: Γοῦστο ἀπαράμιλλον <box>1194 619 1312 631</box>
urologist-specialty: Εἰδικὸς Οὐρολόγος <box>1426 630 1516 641</box>
ad-number: 18 <box>617 2161 637 2177</box>
article-paragraph: Τὰ κρασιὰ τῆς Θεσσαλίας εἶναι περιζήτητα καὶ ἐπὶ τοῦ παρόντος εἰς ὑψηλοτέρας τιμάς. <box>600 645 864 673</box>
cod-oil-shop: Φαρμακεῖον Ἀνδ. Α. Μαρινοπούλου <box>1172 242 1334 253</box>
table-cell: 1,721,255.11 <box>1066 480 1140 494</box>
article-paragraph: Ἀφοῦ ὁμιλοῦμεν περὶ προικός, ἂς ὁμιλήσωμεν καὶ περὶ πενθερᾶς. Ἐνταῦθα καλοῦνται ὅλοι οἱ κοινωνιολόγοι νὰ ἀποφανθῶσιν. Διότι ἀπὸ τοῦτο ἐξαρτᾶται ὁ πολιτισμὸς ἡμῶν. <box>22 721 324 779</box>
table-cell: Ἔτος 1900 <box>878 436 940 450</box>
date-moon: Σελήνη 16 ήμερ. <box>22 142 113 155</box>
table-row <box>876 436 1142 451</box>
revenue-compare-table <box>876 507 1142 551</box>
column-3 <box>600 50 864 1466</box>
article-paragraph: Καθ’ ἅπαντα τὸν Νομὸν Τριφυλίας, ἐπικρατεῖ εὐχάριστος διάθεσις ἐκ τῆς ἀφίξεως τοῦ Νομάρχου κ. Νιώτη. <box>876 252 1142 295</box>
article-paragraph: Τὸ γνωστὸν δεκαετίαν ζήτημα ἐξ προμικῆς ἢ ὄχι νὰ λαμβάνωμεν προῖκα, συνεκίνησε πάντας τοὺς προκισμένους τούς νέους ἐν Ἀθήναις, οἵτινες γράφοντες διεμαρτυρήθησαν διὰ ἐπιστολῶν ζητοῦντες ἵνα μὴ κρίνωνται ἀναγκαῖαι. <box>22 475 324 547</box>
article-paragraph: χὴν ἐντέρων προσφερόμενα βιβλίου. Καὶ ὡς ἀντίδοτον τὸν δηλητηρίων τούτων ἐπιβάλλει τὸ γιαούρτι. <box>336 727 588 770</box>
cod-oil-price: Δι’ ἐπαρχίας » 3 <box>1215 230 1291 241</box>
cod-oil-ad-text: Ἐξ γνωστῷ εὐτέρου πάντῃ τοῦ ἐντόνου παρασκευαζομένου καὶ ξηροῦ γάλακτος ἔχον καθαρτικὰ ἐλλείψεις, εὔοσμον, ἀρκούντως καλὴν ὄψιν. Ὡς ἐκ τοῦ συνδυασμοῦ εἶναι προτιμώτερον εἰς τὰς ἐξασθενημένας καὶ ἀδυνάτους. <box>1154 123 1352 214</box>
column-rule <box>594 50 595 2216</box>
table-cell: 1,298,867.56 <box>905 536 980 550</box>
newspaper-title: “ΣΚΡΙΠ„ <box>61 50 285 97</box>
